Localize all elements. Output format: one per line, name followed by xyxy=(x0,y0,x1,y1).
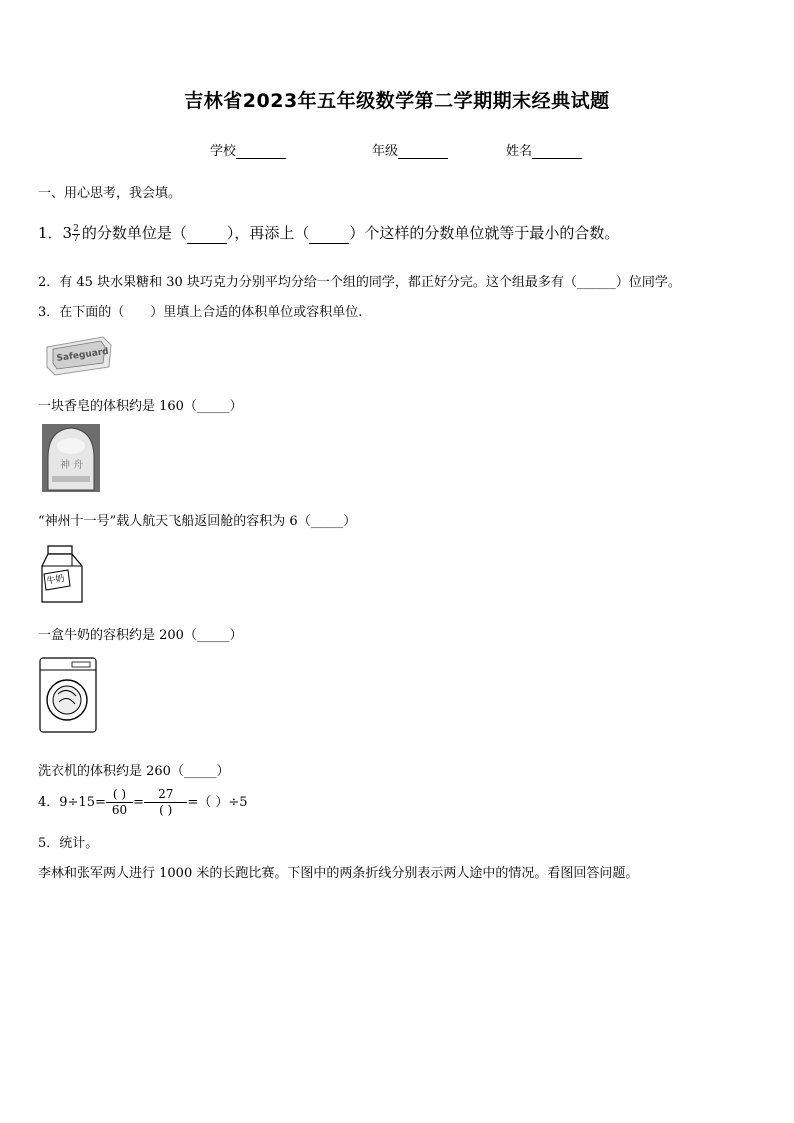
school-blank xyxy=(236,144,286,159)
capsule-item: “神州十一号”载人航天飞船返回舱的容积为 6（_____） xyxy=(38,514,357,529)
q1-whole: 3 xyxy=(62,224,73,242)
milk-label: 牛奶 xyxy=(45,573,66,587)
name-blank xyxy=(532,144,582,159)
question-2: 2．有 45 块水果糖和 30 块巧克力分别平均分给一个组的同学，都正好分完。这个组最多有（______）位同学。 xyxy=(38,275,681,290)
q4-tail: =（ ）÷5 xyxy=(187,795,248,810)
q1-fraction xyxy=(72,225,80,244)
question-5: 5．统计。 xyxy=(38,836,99,851)
question-4 xyxy=(38,787,248,818)
capsule-image xyxy=(42,424,100,492)
q1-blank-2 xyxy=(309,230,349,244)
question-3: 3．在下面的（ ）里填上合适的体积单位或容积单位. xyxy=(38,305,363,320)
q1-frac-den: 7 xyxy=(73,233,79,244)
grade-label: 年级 xyxy=(372,144,399,159)
q1-text-a: 的分数单位是（ xyxy=(81,224,187,242)
q4-eq: = xyxy=(133,795,145,810)
soap-item: 一块香皂的体积约是 160（_____） xyxy=(38,399,243,414)
name-field xyxy=(506,140,582,159)
q4-f2-den: ( ) xyxy=(159,803,173,817)
grade-blank xyxy=(398,144,448,159)
q1-frac-num: 2 xyxy=(73,223,79,234)
school-field xyxy=(210,140,286,159)
soap-image xyxy=(43,333,113,377)
name-label: 姓名 xyxy=(506,144,533,159)
q4-lead: 4．9÷15= xyxy=(38,795,106,810)
milk-carton-image xyxy=(38,544,90,606)
q4-f1-den: 60 xyxy=(111,803,128,817)
question-1 xyxy=(38,222,619,244)
q4-fraction-2 xyxy=(144,787,187,818)
washer-item: 洗衣机的体积约是 260（_____） xyxy=(38,764,230,779)
section-heading: 一、用心思考，我会填。 xyxy=(38,186,182,201)
q1-text-b: ），再添上（ xyxy=(226,224,310,242)
question-5-text: 李林和张军两人进行 1000 米的长跑比赛。下图中的两条折线分别表示两人途中的情况。看图回答问题。 xyxy=(38,866,639,881)
q4-f2-num: 27 xyxy=(144,787,187,803)
soap-brand: Safeguard xyxy=(56,346,110,364)
page-title: 吉林省2023年五年级数学第二学期期末经典试题 xyxy=(184,90,610,112)
q4-f1-num: ( ) xyxy=(106,787,133,803)
school-label: 学校 xyxy=(210,144,237,159)
q1-number: 1． xyxy=(38,224,63,242)
milk-item: 一盒牛奶的容积约是 200（_____） xyxy=(38,628,243,643)
capsule-text: 神 舟 xyxy=(60,460,84,471)
q4-fraction-1 xyxy=(106,787,133,818)
grade-field xyxy=(372,140,448,159)
q1-blank-1 xyxy=(187,230,227,244)
washing-machine-image xyxy=(38,656,98,734)
q1-text-c: ）个这样的分数单位就等于最小的合数。 xyxy=(349,224,620,242)
